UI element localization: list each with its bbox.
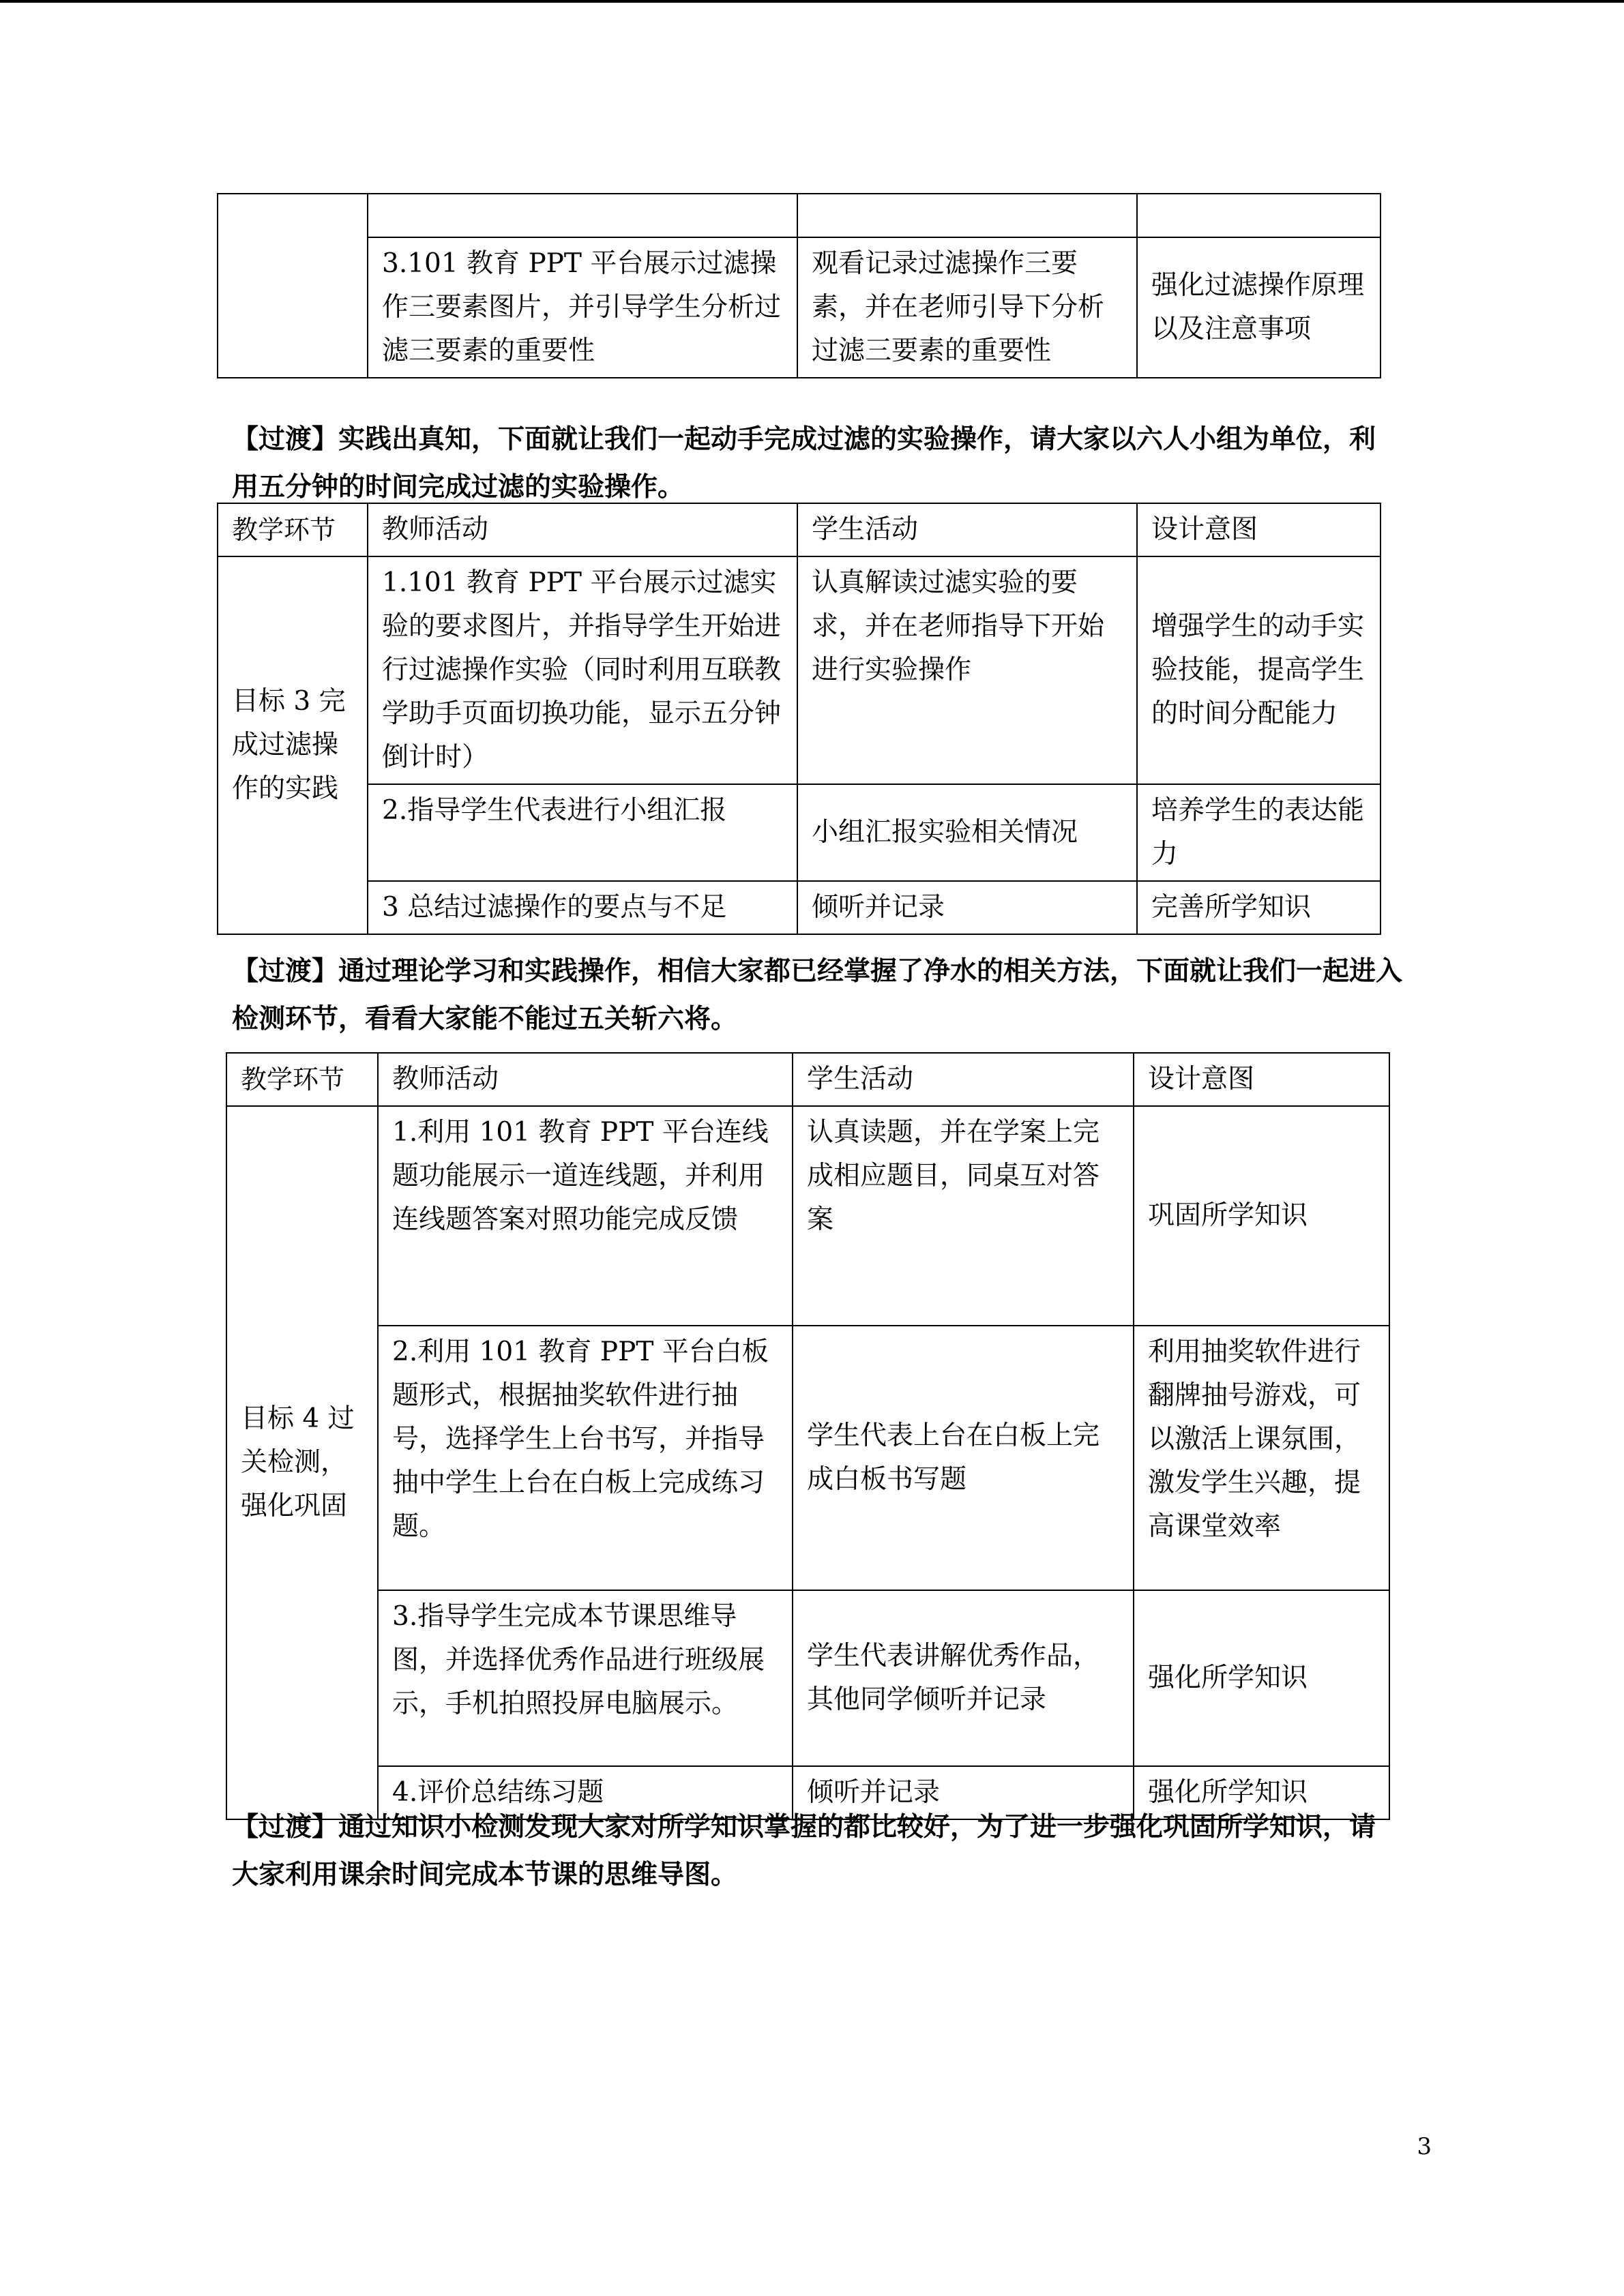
header-design-intent: 设计意图 <box>1134 1053 1389 1106</box>
table-row <box>218 881 1381 934</box>
student-activity-cell: 倾听并记录 <box>793 1766 1134 1819</box>
header-stage: 教学环节 <box>226 1053 378 1106</box>
design-intent-cell: 巩固所学知识 <box>1134 1106 1389 1326</box>
design-intent-cell: 强化过滤操作原理以及注意事项 <box>1137 237 1381 378</box>
design-intent-cell <box>1137 194 1381 237</box>
student-activity-cell: 学生代表上台在白板上完成白板书写题 <box>793 1326 1134 1590</box>
teacher-activity-cell: 4.评价总结练习题 <box>378 1766 793 1819</box>
design-intent-cell: 完善所学知识 <box>1137 881 1381 934</box>
table-row <box>218 784 1381 881</box>
table-row <box>218 194 1381 237</box>
table-goal-3 <box>217 503 1381 935</box>
student-activity-cell: 小组汇报实验相关情况 <box>797 784 1137 881</box>
design-intent-cell: 利用抽奖软件进行翻牌抽号游戏，可以激活上课氛围，激发学生兴趣，提高课堂效率 <box>1134 1326 1389 1590</box>
student-activity-cell: 观看记录过滤操作三要素，并在老师引导下分析过滤三要素的重要性 <box>797 237 1137 378</box>
header-student-activity: 学生活动 <box>797 503 1137 556</box>
table-continued-goal2 <box>217 193 1381 378</box>
transition-text: 通过知识小检测发现大家对所学知识掌握的都比较好，为了进一步强化巩固所学知识，请大家利用课余时间完成本节课的思维导图。 <box>232 1812 1376 1890</box>
teacher-activity-cell: 3.101 教育 PPT 平台展示过滤操作三要素图片，并引导学生分析过滤三要素的重要性 <box>368 237 797 378</box>
design-intent-cell: 强化所学知识 <box>1134 1590 1389 1766</box>
student-activity-cell: 倾听并记录 <box>797 881 1137 934</box>
transition-paragraph-2 <box>232 948 1412 1043</box>
transition-text: 实践出真知，下面就让我们一起动手完成过滤的实验操作，请大家以六人小组为单位，利用五分钟的时间完成过滤的实验操作。 <box>232 424 1376 503</box>
stage-cell: 目标 3 完成过滤操作的实践 <box>218 556 368 934</box>
stage-cell: 目标 4 过关检测，强化巩固 <box>226 1106 378 1819</box>
table-row <box>226 1326 1389 1590</box>
teacher-activity-cell: 3.指导学生完成本节课思维导图，并选择优秀作品进行班级展示，手机拍照投屏电脑展示。 <box>378 1590 793 1766</box>
table-row <box>218 556 1381 784</box>
table-row <box>226 1106 1389 1326</box>
student-activity-cell <box>797 194 1137 237</box>
teacher-activity-cell: 1.利用 101 教育 PPT 平台连线题功能展示一道连线题，并利用连线题答案对照功能完成反馈 <box>378 1106 793 1326</box>
transition-paragraph-3 <box>232 1804 1391 1899</box>
teacher-activity-cell: 2.利用 101 教育 PPT 平台白板题形式，根据抽奖软件进行抽号，选择学生上台书写，并指导抽中学生上台在白板上完成练习题。 <box>378 1326 793 1590</box>
design-intent-cell: 强化所学知识 <box>1134 1766 1389 1819</box>
teacher-activity-cell: 1.101 教育 PPT 平台展示过滤实验的要求图片，并指导学生开始进行过滤操作实验（同时利用互联教学助手页面切换功能，显示五分钟倒计时） <box>368 556 797 784</box>
table-row <box>218 237 1381 378</box>
student-activity-cell: 认真读题，并在学案上完成相应题目，同桌互对答案 <box>793 1106 1134 1326</box>
transition-label: 【过渡】 <box>232 424 339 455</box>
teacher-activity-cell: 2.指导学生代表进行小组汇报 <box>368 784 797 881</box>
design-intent-cell: 增强学生的动手实验技能，提高学生的时间分配能力 <box>1137 556 1381 784</box>
student-activity-cell: 认真解读过滤实验的要求，并在老师指导下开始进行实验操作 <box>797 556 1137 784</box>
design-intent-cell: 培养学生的表达能力 <box>1137 784 1381 881</box>
header-student-activity: 学生活动 <box>793 1053 1134 1106</box>
table-row <box>226 1590 1389 1766</box>
table-goal-4 <box>226 1052 1390 1820</box>
header-design-intent: 设计意图 <box>1137 503 1381 556</box>
page-number: 3 <box>1417 2133 1432 2160</box>
stage-cell <box>218 194 368 378</box>
table-header-row <box>226 1053 1389 1106</box>
header-teacher-activity: 教师活动 <box>368 503 797 556</box>
transition-paragraph-1 <box>232 416 1391 511</box>
page-top-edge <box>0 0 1624 3</box>
table-header-row <box>218 503 1381 556</box>
header-teacher-activity: 教师活动 <box>378 1053 793 1106</box>
teacher-activity-cell: 3 总结过滤操作的要点与不足 <box>368 881 797 934</box>
header-stage: 教学环节 <box>218 503 368 556</box>
transition-label: 【过渡】 <box>232 1812 339 1843</box>
student-activity-cell: 学生代表讲解优秀作品，其他同学倾听并记录 <box>793 1590 1134 1766</box>
transition-label: 【过渡】 <box>232 956 339 987</box>
transition-text: 通过理论学习和实践操作，相信大家都已经掌握了净水的相关方法，下面就让我们一起进入检测环节，看看大家能不能过五关斩六将。 <box>232 956 1403 1034</box>
teacher-activity-cell <box>368 194 797 237</box>
